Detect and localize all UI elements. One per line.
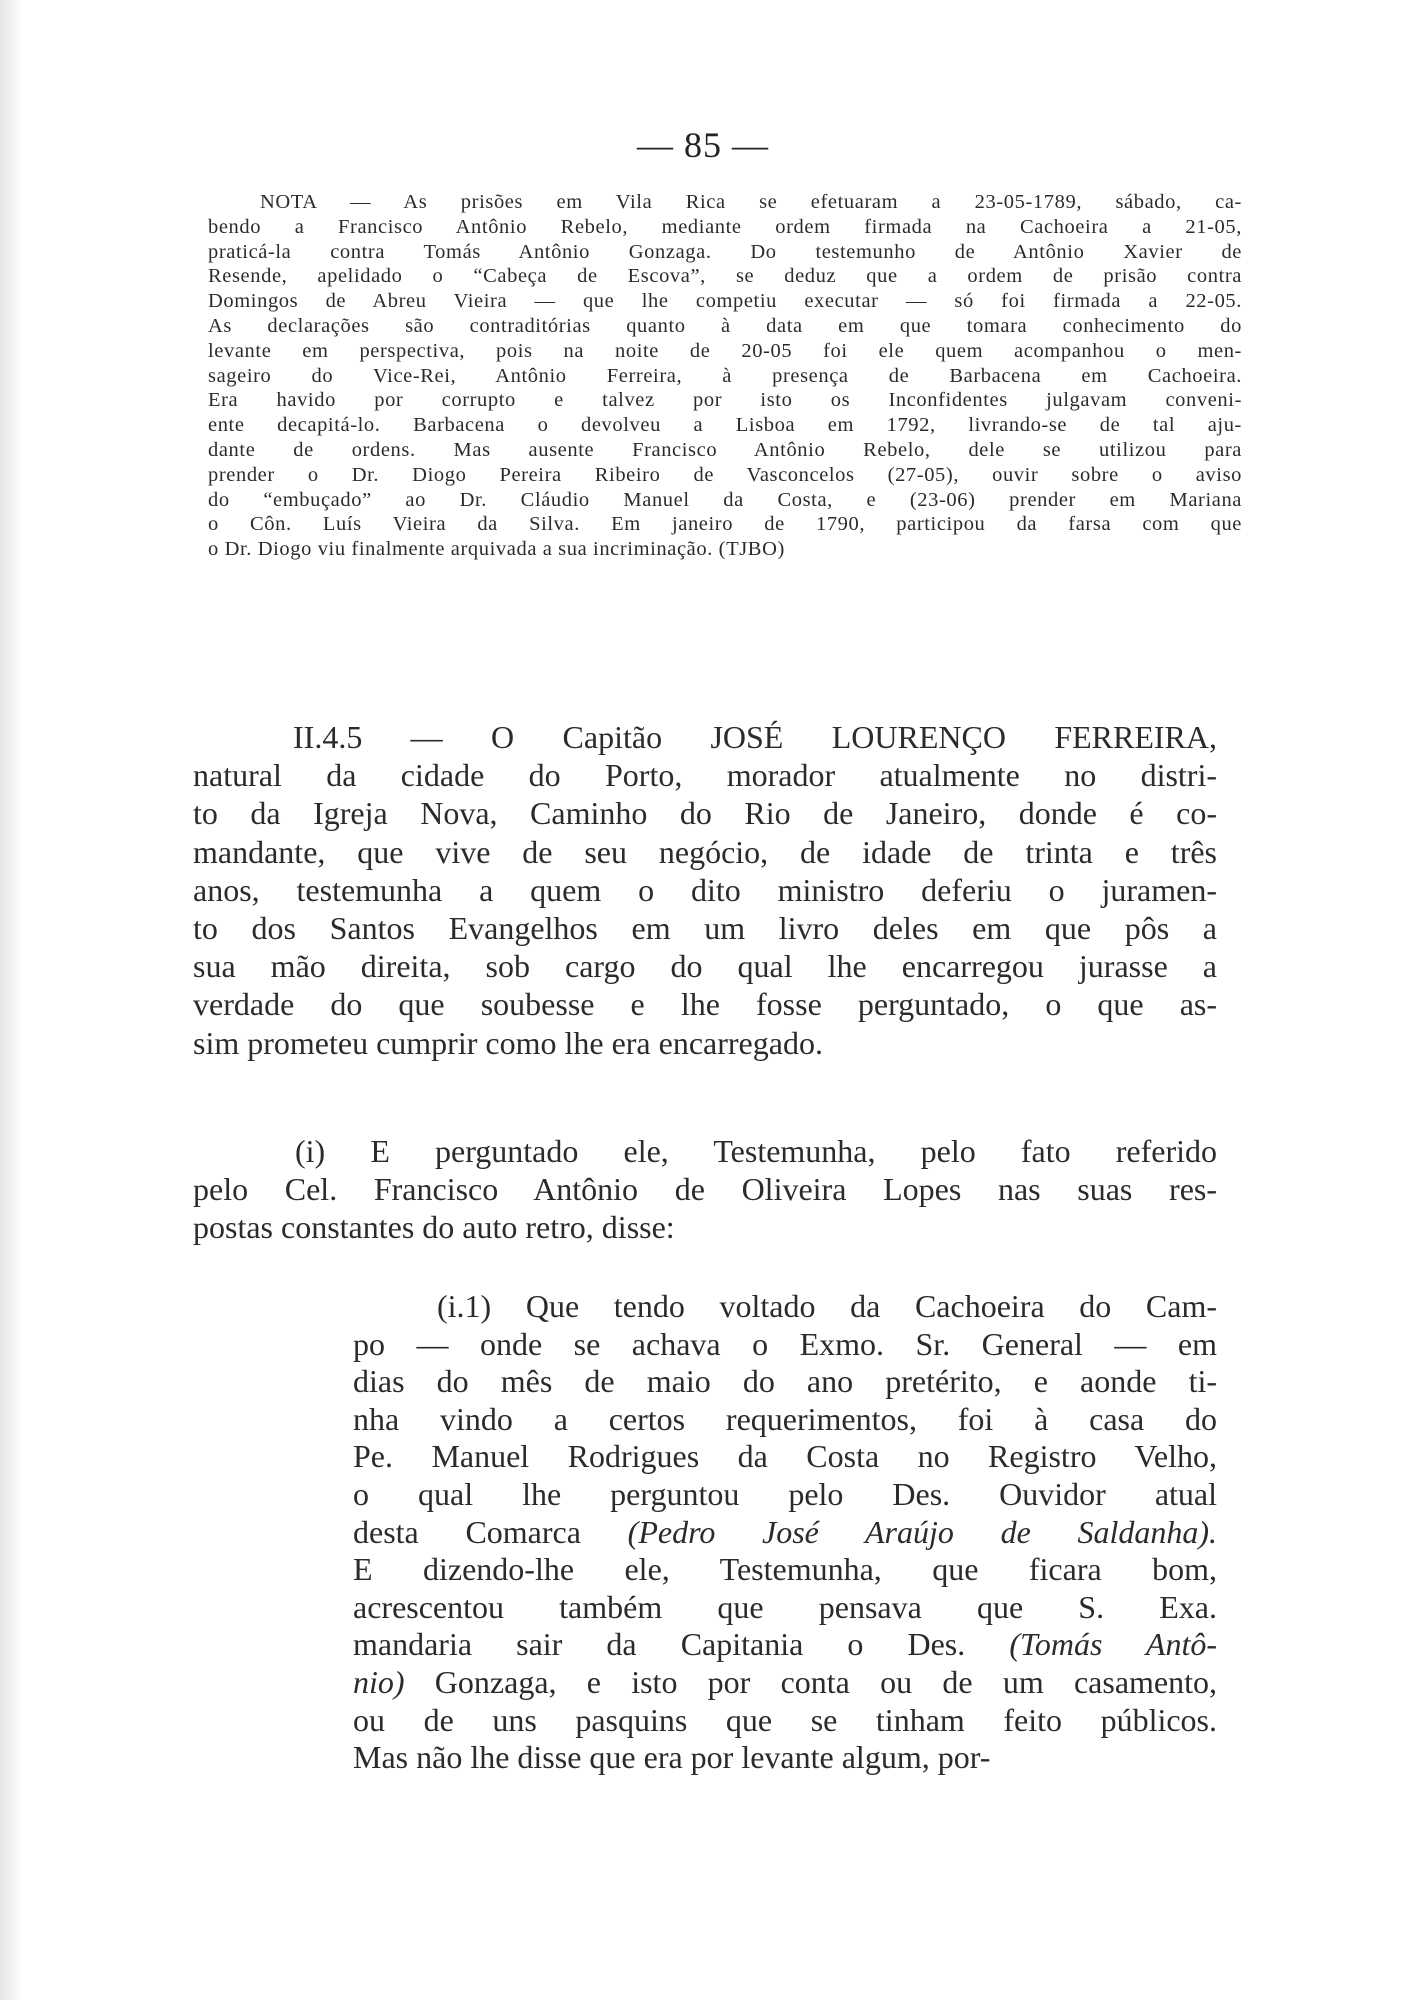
note-line: sageiro do Vice-Rei, Antônio Ferreira, à presença de Barbacena em Cachoeira. (208, 364, 1242, 387)
answer-text: mandaria sair da Capitania o Des. (353, 1626, 966, 1663)
section-line: anos, testemunha a quem o dito ministro deferiu o juramen- (193, 871, 1217, 908)
answer-text: Gonzaga, e isto por conta ou de um casamento, (434, 1663, 1218, 1700)
note-line: NOTA — As prisões em Vila Rica se efetuaram a 23-05-1789, sábado, ca- (260, 191, 1242, 213)
answer-line: o qual lhe perguntou pelo Des. Ouvidor atual (353, 1475, 1217, 1512)
section-line: verdade do que soubesse e lhe fosse perguntado, o que as- (193, 986, 1217, 1023)
question-line: postas constantes do auto retro, disse: (193, 1209, 675, 1246)
italic-name: (Pedro José Araújo de Saldanha). (627, 1513, 1218, 1550)
italic-name: nio) (353, 1663, 405, 1700)
answer-line: Mas não lhe disse que era por levante algum, por- (353, 1739, 991, 1776)
answer-text: desta Comarca (353, 1513, 581, 1550)
question-i (193, 1132, 1217, 1247)
italic-name: (Tomás Antô- (1009, 1626, 1218, 1663)
note-line: Domingos de Abreu Vieira — que lhe competiu executar — só foi firmada a 22-05. (208, 290, 1242, 313)
section-heading-line: II.4.5 — O Capitão JOSÉ LOURENÇO FERREIRA, (293, 719, 1217, 755)
section-ii-4-5 (193, 718, 1217, 1062)
answer-line: ou de uns pasquins que se tinham feito públicos. (353, 1701, 1217, 1738)
question-line: pelo Cel. Francisco Antônio de Oliveira Lopes nas suas res- (193, 1171, 1217, 1208)
answer-line: E dizendo-lhe ele, Testemunha, que ficara bom, (353, 1551, 1217, 1588)
answer-line: (i.1) Que tendo voltado da Cachoeira do Cam- (437, 1288, 1217, 1324)
note-line: Era havido por corrupto e talvez por isto os Inconfidentes julgavam conveni- (208, 389, 1242, 412)
scan-edge-shadow (0, 0, 22, 2000)
answer-line: dias do mês de maio do ano pretérito, e aonde ti- (353, 1363, 1217, 1400)
answer-line-with-italic (353, 1626, 1217, 1664)
note-line: do “embuçado” ao Dr. Cláudio Manuel da Costa, e (23-06) prender em Mariana (208, 488, 1242, 511)
note-line: Resende, apelidado o “Cabeça de Escova”, se deduz que a ordem de prisão contra (208, 265, 1242, 288)
note-line: o Côn. Luís Vieira da Silva. Em janeiro de 1790, participou da farsa com que (208, 513, 1242, 536)
answer-line-with-italic (353, 1664, 1217, 1702)
page-number: — 85 — (637, 125, 769, 165)
answer-line: nha vindo a certos requerimentos, foi à casa do (353, 1400, 1217, 1437)
section-line: to da Igreja Nova, Caminho do Rio de Janeiro, donde é co- (193, 795, 1217, 832)
answer-line: po — onde se achava o Exmo. Sr. General — em (353, 1325, 1217, 1362)
answer-line-with-italic (353, 1514, 1217, 1552)
note-line: o Dr. Diogo viu finalmente arquivada a sua incriminação. (TJBO) (208, 538, 785, 561)
note-line: prender o Dr. Diogo Pereira Ribeiro de Vasconcelos (27-05), ouvir sobre o aviso (208, 463, 1242, 486)
section-line: natural da cidade do Porto, morador atualmente no distri- (193, 757, 1217, 794)
answer-line: acrescentou também que pensava que S. Exa. (353, 1588, 1217, 1625)
section-line: sua mão direita, sob cargo do qual lhe encarregou jurasse a (193, 948, 1217, 985)
section-line: sim prometeu cumprir como lhe era encarregado. (193, 1024, 823, 1061)
question-line: (i) E perguntado ele, Testemunha, pelo fato referido (295, 1133, 1217, 1169)
note-line: bendo a Francisco Antônio Rebelo, mediante ordem firmada na Cachoeira a 21-05, (208, 215, 1242, 238)
answer-i-1 (353, 1288, 1217, 1777)
note-line: As declarações são contraditórias quanto à data em que tomara conhecimento do (208, 314, 1242, 337)
note-line: praticá-la contra Tomás Antônio Gonzaga. Do testemunho de Antônio Xavier de (208, 240, 1242, 263)
answer-line: Pe. Manuel Rodrigues da Costa no Registro Velho, (353, 1438, 1217, 1475)
note-line: ente decapitá-lo. Barbacena o devolveu a Lisboa em 1792, livrando-se de tal aju- (208, 414, 1242, 437)
editor-note (208, 190, 1242, 562)
note-line: levante em perspectiva, pois na noite de 20-05 foi ele quem acompanhou o men- (208, 339, 1242, 362)
section-line: to dos Santos Evangelhos em um livro deles em que pôs a (193, 910, 1217, 947)
note-line: dante de ordens. Mas ausente Francisco Antônio Rebelo, dele se utilizou para (208, 438, 1242, 461)
section-line: mandante, que vive de seu negócio, de idade de trinta e três (193, 833, 1217, 870)
